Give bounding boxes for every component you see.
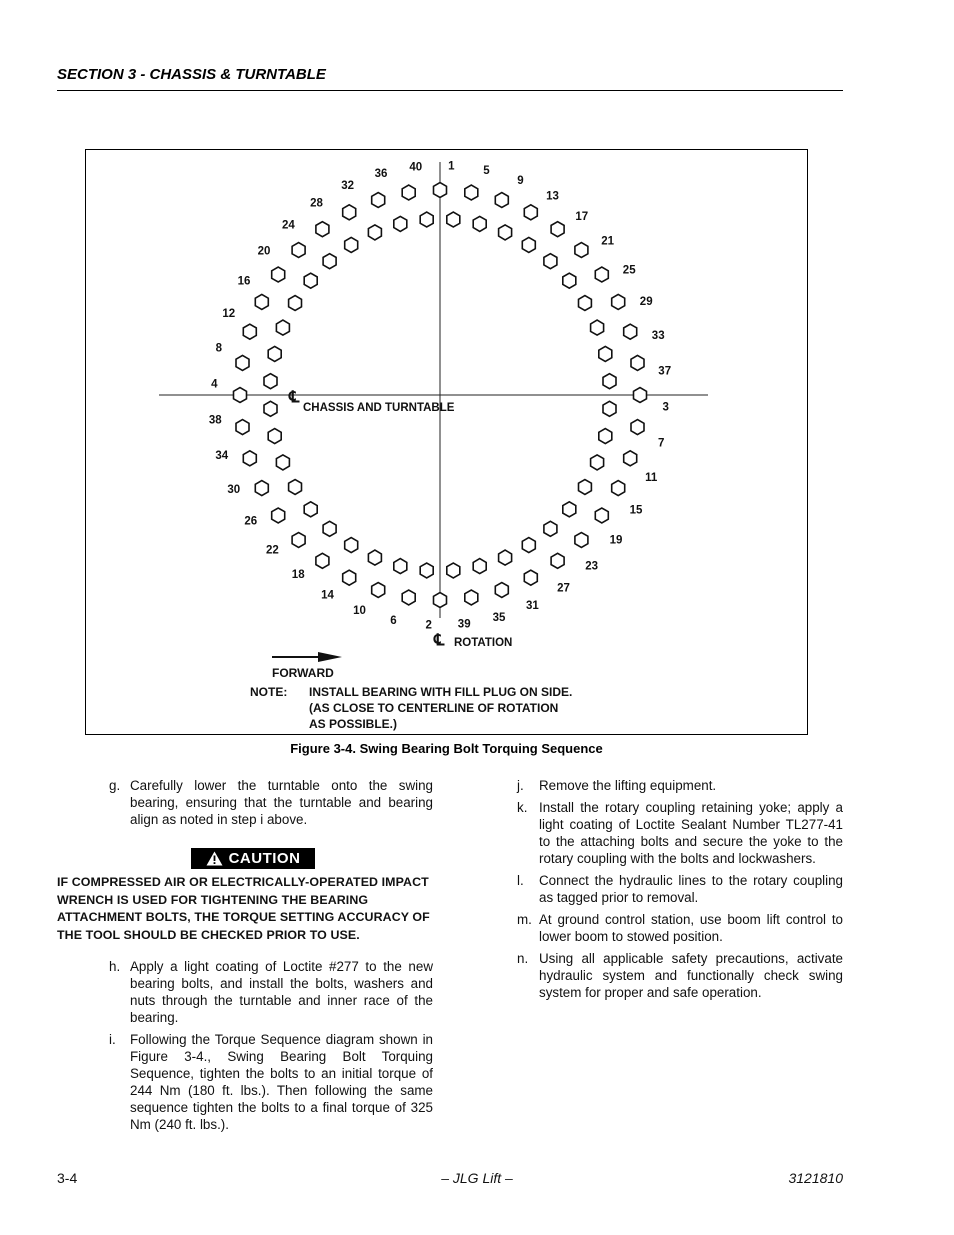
inner-bolt-icon [264,374,277,389]
bolt-number-label: 10 [353,604,366,617]
outer-bolt-icon [372,193,385,208]
outer-bolt-icon [272,267,285,282]
outer-bolt-icon [634,388,647,403]
inner-bolt-icon [447,563,460,578]
bolt-number-label: 19 [609,534,623,547]
bolt-number-label: 8 [215,342,223,355]
bolt-number-label: 36 [374,168,388,180]
inner-bolt-icon [591,455,604,470]
step-i [57,1031,433,1133]
step-j-letter: j. [517,778,524,793]
bolt-number-label: 40 [409,161,423,174]
bolt-number-label: 3 [662,401,669,414]
inner-bolt-icon [289,480,302,495]
step-i-text: Following the Torque Sequence diagram shown in Figure 3-4., Swing Bearing Bolt Torquing Sequence, tighten the bolts to an initial torque of 244 Nm (180 ft. lbs.). Then following the same sequence tighten the bolts to a final torque of 325 Nm (240 ft. lbs.). [130,1032,433,1132]
inner-bolt-icon [268,346,281,361]
outer-bolt-icon [465,185,478,200]
outer-bolt-icon [343,205,356,220]
outer-bolt-icon [272,508,285,523]
step-j [517,777,843,794]
step-k [517,799,843,867]
bolt-number-label: 35 [492,612,506,624]
step-i-letter: i. [109,1032,116,1047]
inner-bolt-icon [323,254,336,269]
bolt-number-label: 29 [639,296,653,308]
inner-bolt-icon [276,455,289,470]
doc-number: 3121810 [788,1170,843,1186]
inner-bolt-icon [323,521,336,536]
caution-label: CAUTION [228,850,301,867]
bolt-number-label: 26 [244,515,258,528]
outer-bolt-icon [575,243,588,258]
inner-bolt-icon [345,237,358,252]
inner-bolt-icon [420,563,433,578]
bolt-number-label: 33 [651,329,665,342]
inner-bolt-icon [276,320,289,335]
inner-bolt-icon [563,273,576,288]
bolt-number-label: 24 [282,219,295,232]
step-n-letter: n. [517,951,529,966]
bolt-number-label: 14 [321,589,334,602]
step-g-letter: g. [109,778,121,793]
outer-bolt-icon [255,481,268,496]
bolt-number-label: 17 [575,210,589,223]
step-k-letter: k. [517,800,528,815]
bolt-number-label: 13 [546,190,559,203]
outer-bolt-icon [236,355,249,370]
bolt-number-label: 20 [257,245,271,258]
inner-bolt-icon [394,216,407,231]
outer-bolt-icon [292,243,305,258]
page-number: 3-4 [57,1170,78,1186]
forward-arrow-head [318,652,342,662]
bolt-number-label: 38 [208,414,222,427]
step-l [517,872,843,906]
inner-bolt-icon [603,401,616,416]
figure-frame [85,149,808,735]
inner-bolt-icon [579,296,592,311]
outer-bolt-icon [551,553,564,568]
step-g-text: Carefully lower the turntable onto the swing bearing, ensuring that the turntable and bearing align as noted in step i above. [130,778,433,827]
rotation-label: ROTATION [454,637,513,649]
inner-bolt-icon [345,538,358,553]
outer-bolt-icon [612,294,625,309]
bolt-number-label: 5 [483,164,490,177]
step-j-text: Remove the lifting equipment. [539,778,717,793]
step-g [57,777,433,828]
step-h-text: Apply a light coating of Loctite #277 to the new bearing bolts, and install the bolts, washers and nuts through the turntable and inner race of the bearing. [130,959,433,1025]
bolt-number-label: 16 [237,275,251,288]
figure-caption: Figure 3-4. Swing Bearing Bolt Torquing Sequence [290,741,603,756]
warning-triangle-icon [206,851,223,866]
outer-bolt-icon [631,355,644,370]
bolt-number-label: 7 [657,437,665,450]
outer-bolt-icon [316,222,329,237]
outer-bolt-icon [402,185,415,200]
outer-bolt-icon [524,205,537,220]
centerline-symbol-horizontal: ℄ [289,389,300,406]
inner-bolt-icon [264,401,277,416]
bolt-number-label: 6 [390,615,397,628]
bolt-number-label: 28 [310,197,323,210]
bolt-number-label: 15 [629,504,643,517]
bolt-number-label: 39 [457,618,471,631]
bolt-number-label: 11 [645,471,658,484]
inner-bolt-icon [268,429,281,444]
outer-bolt-icon [524,570,537,585]
step-h-letter: h. [109,959,121,974]
outer-bolt-icon [631,420,644,435]
bolt-number-label: 1 [448,160,455,173]
outer-bolt-icon [243,451,256,466]
outer-bolt-icon [575,533,588,548]
outer-bolt-icon [495,583,508,598]
step-m-letter: m. [517,912,532,927]
note-line-3: AS POSSIBLE.) [309,717,398,731]
chassis-label: CHASSIS AND TURNTABLE [303,402,455,414]
header-rule [57,90,843,91]
inner-bolt-icon [473,216,486,231]
outer-bolt-icon [495,193,508,208]
step-m-text: At ground control station, use boom lift control to lower boom to stowed position. [539,912,843,944]
outer-bolt-icon [236,420,249,435]
outer-bolt-icon [595,508,608,523]
left-column [57,777,433,1138]
bolt-number-label: 34 [215,450,229,463]
inner-bolt-icon [522,237,535,252]
section-title: SECTION 3 - CHASSIS & TURNTABLE [57,66,326,83]
bolt-number-label: 12 [222,308,236,321]
outer-bolt-icon [234,388,247,403]
footer-brand: – JLG Lift – [441,1170,513,1186]
bolt-number-label: 21 [601,235,614,248]
step-n [517,950,843,1001]
inner-bolt-icon [473,559,486,574]
inner-bolt-icon [499,550,512,565]
bolt-number-label: 30 [227,484,241,496]
outer-bolt-icon [595,267,608,282]
inner-bolt-icon [544,521,557,536]
caution-block [57,848,433,872]
inner-bolt-icon [420,212,433,227]
step-k-text: Install the rotary coupling retaining yoke; apply a light coating of Loctite Sealant Number TL277-41 to the attaching bolts and secure the yoke to the rotary coupling with the bolts and lockwashers. [539,800,843,866]
outer-bolt-icon [316,553,329,568]
bolt-number-label: 2 [425,619,432,632]
bolt-number-label: 31 [526,599,539,612]
inner-bolt-icon [304,502,317,517]
inner-bolt-icon [579,480,592,495]
bolt-number-label: 32 [341,180,354,193]
step-n-text: Using all applicable safety precautions, activate hydraulic system and functionally check swing system for proper and safe operation. [539,951,843,1000]
inner-bolt-icon [544,254,557,269]
step-l-text: Connect the hydraulic lines to the rotary coupling as tagged prior to removal. [539,873,843,905]
outer-bolt-icon [255,294,268,309]
caution-text: IF COMPRESSED AIR OR ELECTRICALLY-OPERATED IMPACT WRENCH IS USED FOR TIGHTENING THE BEARING ATTACHMENT BOLTS, THE TORQUE SETTING ACCURACY OF THE TOOL SHOULD BE CHECKED PRIOR TO USE. [57,875,430,942]
inner-bolt-icon [304,273,317,288]
step-h [57,958,433,1026]
inner-bolt-icon [591,320,604,335]
outer-bolt-icon [434,183,447,198]
bolt-number-label: 37 [658,365,672,378]
inner-bolt-icon [563,502,576,517]
forward-label: FORWARD [272,666,334,680]
right-column [517,777,843,1006]
outer-bolt-icon [624,451,637,466]
caution-badge [191,848,315,869]
bolt-number-label: 23 [585,560,598,573]
inner-bolt-icon [289,296,302,311]
bolt-number-label: 22 [266,544,279,557]
outer-bolt-icon [292,533,305,548]
inner-bolt-icon [599,346,612,361]
inner-bolt-icon [368,550,381,565]
outer-bolt-icon [343,570,356,585]
outer-bolt-icon [551,222,564,237]
outer-bolt-icon [612,481,625,496]
inner-bolt-icon [603,374,616,389]
outer-bolt-icon [434,593,447,608]
outer-bolt-icon [372,583,385,598]
bolt-torque-diagram [86,150,809,736]
inner-bolt-icon [368,225,381,240]
bolt-number-label: 18 [291,569,305,582]
outer-bolt-icon [402,590,415,605]
step-l-letter: l. [517,873,524,888]
note-line-1: INSTALL BEARING WITH FILL PLUG ON SIDE. [309,685,573,699]
inner-bolt-icon [394,559,407,574]
inner-bolt-icon [522,538,535,553]
inner-bolt-icon [499,225,512,240]
outer-bolt-icon [624,324,637,339]
outer-bolt-icon [243,324,256,339]
inner-bolt-icon [447,212,460,227]
note-prefix: NOTE: [250,685,288,699]
bolt-number-label: 25 [622,264,636,277]
step-m [517,911,843,945]
centerline-symbol-vertical: ℄ [434,632,445,649]
outer-bolt-icon [465,590,478,605]
bolt-number-label: 9 [517,175,524,188]
bolt-number-label: 27 [557,582,570,595]
bolt-number-label: 4 [211,378,218,391]
inner-bolt-icon [599,429,612,444]
note-line-2: (AS CLOSE TO CENTERLINE OF ROTATION [309,701,559,715]
